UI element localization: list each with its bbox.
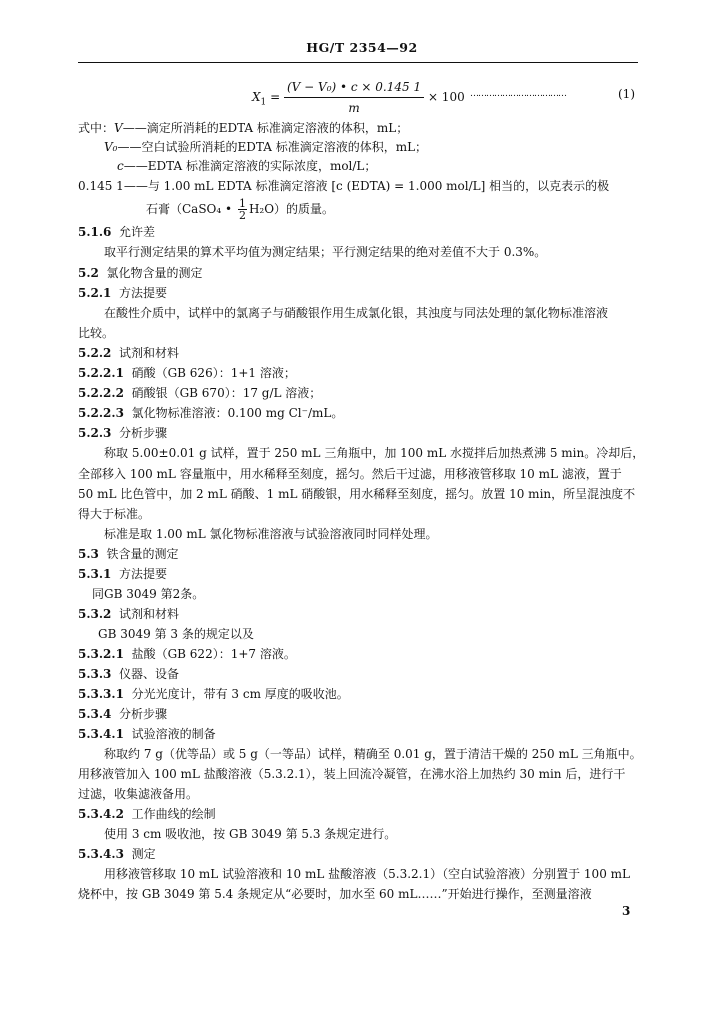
para-5-3-4-3-line1: 用移液管移取 10 mL 试验溶液和 10 mL 盐酸溶液（5.3.2.1）（空白试验溶液）分别置于 100 mL [104, 867, 630, 881]
where-k-line2 [146, 197, 334, 221]
para-5-3-4-1-line3: 过滤，收集滤液备用。 [78, 787, 199, 801]
where-c-symbol: c [117, 159, 124, 173]
section-5-3-2-1: 5.3.2.1 盐酸（GB 622）：1+7 溶液。 [78, 647, 296, 661]
para-5-2-3-line4: 得大于标准。 [78, 507, 151, 521]
formula-numerator: (V − V₀) • c × 0.145 1 [284, 78, 424, 98]
para-5-3-1: 同GB 3049 第2条。 [92, 587, 205, 601]
formula-1 [252, 78, 465, 117]
formula-leader: ……………………………… [470, 89, 566, 99]
para-5-2-1-line1: 在酸性介质中，试样中的氯离子与硝酸银作用生成氯化银，其浊度与同法处理的氯化物标准溶液 [104, 306, 609, 320]
where-k-post: H₂O）的质量。 [248, 202, 335, 216]
section-5-2-2-2: 5.2.2.2 硝酸银（GB 670）：17 g/L 溶液； [78, 386, 322, 400]
where-intro: 式中： [78, 121, 115, 135]
where-k-pre: 石膏（CaSO₄ • [146, 202, 233, 216]
half-fraction-den: 2 [238, 209, 246, 222]
formula-times-100: × 100 [427, 90, 465, 104]
formula-equals: = [270, 90, 281, 104]
para-5-2-1-line2: 比较。 [78, 326, 115, 340]
section-5-3-2: 5.3.2 试剂和材料 [78, 607, 180, 621]
para-5-2-3-line2: 全部移入 100 mL 容量瓶中，用水稀释至刻度，摇匀。然后干过滤，用移液管移取 10 mL 滤液，置于 [78, 467, 622, 481]
page-number: 3 [622, 904, 631, 918]
section-5-3-4-3: 5.3.4.3 测定 [78, 847, 156, 861]
where-c [117, 159, 376, 174]
section-5-3-3-1: 5.3.3.1 分光光度计，带有 3 cm 厚度的吸收池。 [78, 687, 349, 701]
formula-fraction [284, 78, 424, 117]
where-k-number: 0.145 1 [78, 179, 124, 193]
where-k-text: ——与 1.00 mL EDTA 标准滴定溶液 [c (EDTA) = 1.000 mol/L] 相当的，以克表示的极 [123, 179, 610, 193]
section-5-3-1: 5.3.1 方法提要 [78, 567, 168, 581]
half-fraction-num: 1 [238, 197, 246, 210]
section-5-3-4-1: 5.3.4.1 试验溶液的制备 [78, 727, 216, 741]
where-v-text: ——滴定所消耗的EDTA 标准滴定溶液的体积，mL； [122, 121, 409, 135]
where-v0-symbol: V₀ [104, 140, 118, 154]
para-5-3-4-3-line2: 烧杯中，按 GB 3049 第 5.4 条规定从“必要时，加水至 60 mL……”开始进行操作，至测量溶液 [78, 887, 592, 901]
para-5-3-2: GB 3049 第 3 条的规定以及 [98, 627, 254, 641]
para-5-3-4-1-line2: 用移液管加入 100 mL 盐酸溶液（5.3.2.1），装上回流冷凝管，在沸水浴上加热约 30 min 后，进行干 [78, 767, 626, 781]
para-5-2-3-line3: 50 mL 比色管中，加 2 mL 硝酸、1 mL 硝酸银，用水稀释至刻度，摇匀。放置 10 min，所呈混浊度不 [78, 487, 636, 501]
para-5-2-3-line1: 称取 5.00±0.01 g 试样，置于 250 mL 三角瓶中，加 100 mL 水搅拌后加热煮沸 5 min。冷却后， [104, 446, 645, 460]
section-5-2-1: 5.2.1 方法提要 [78, 286, 168, 300]
para-5-1-6: 取平行测定结果的算术平均值为测定结果；平行测定结果的绝对差值不大于 0.3%。 [104, 245, 547, 259]
where-v0 [104, 140, 427, 155]
section-5-2-2-1: 5.2.2.1 硝酸（GB 626）：1+1 溶液； [78, 366, 296, 380]
formula-denominator: m [348, 101, 360, 115]
para-5-3-4-2: 使用 3 cm 吸收池，按 GB 3049 第 5.3 条规定进行。 [104, 827, 397, 841]
section-5-2: 5.2 氯化物含量的测定 [78, 266, 203, 280]
formula-lhs-sub: 1 [260, 97, 267, 108]
standard-code-header: HG/T 2354—92 [306, 40, 418, 55]
section-5-3-4-2: 5.3.4.2 工作曲线的绘制 [78, 807, 216, 821]
section-5-3-3: 5.3.3 仪器、设备 [78, 667, 180, 681]
section-5-3-4: 5.3.4 分析步骤 [78, 707, 168, 721]
half-fraction [238, 198, 247, 221]
where-v-symbol: V [114, 121, 123, 135]
section-5-3: 5.3 铁含量的测定 [78, 547, 179, 561]
where-v0-text: ——空白试验所消耗的EDTA 标准滴定溶液的体积，mL； [117, 140, 428, 154]
section-5-2-2-3: 5.2.2.3 氯化物标准溶液：0.100 mg Cl⁻/mL。 [78, 406, 344, 420]
section-5-2-3: 5.2.3 分析步骤 [78, 426, 168, 440]
para-5-2-3-standard: 标准是取 1.00 mL 氯化物标准溶液与试验溶液同时同样处理。 [104, 527, 438, 541]
section-5-2-2: 5.2.2 试剂和材料 [78, 346, 180, 360]
section-5-1-6: 5.1.6 允许差 [78, 225, 156, 239]
formula-lhs: X [252, 90, 261, 104]
para-5-3-4-1-line1: 称取约 7 g（优等品）或 5 g（一等品）试样，精确至 0.01 g，置于清洁干燥的 250 mL 三角瓶中。 [104, 747, 642, 761]
formula-number: (1) [618, 87, 635, 101]
header-rule [78, 62, 638, 63]
where-c-text: ——EDTA 标准滴定溶液的实际浓度，mol/L； [123, 159, 377, 173]
where-v [78, 121, 408, 136]
where-k [78, 179, 609, 194]
